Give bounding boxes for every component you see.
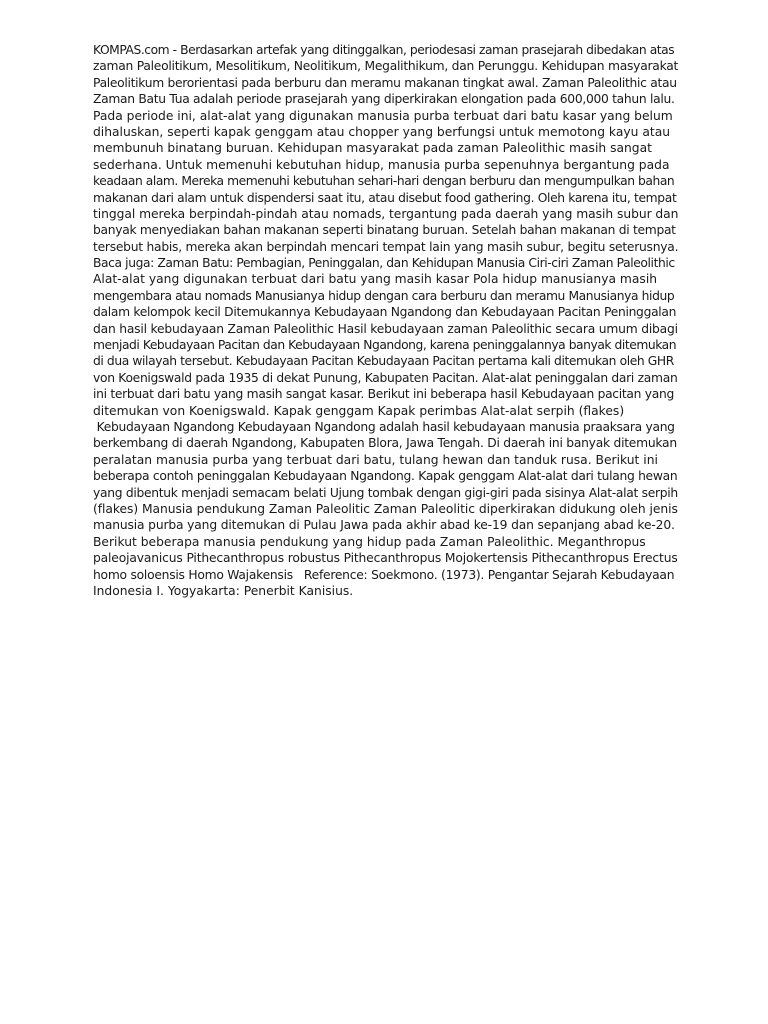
body-text-line: dan hasil kebudayaan Zaman Paleolithic Hasil kebudayaan zaman Paleolithic secara umum dibagi [93, 321, 678, 336]
body-text-line: yang dibentuk menjadi semacam belati Ujung tombak dengan gigi-giri pada sisinya Alat-alat serpih [93, 485, 678, 500]
body-text-line: homo soloensis Homo Wajakensis Reference: Soekmono. (1973). Pengantar Sejarah Kebudayaan [93, 567, 675, 582]
body-text-line: tinggal mereka berpindah-pindah atau nomads, tergantung pada daerah yang masih subur dan [93, 206, 679, 221]
body-text-line: dihaluskan, seperti kapak genggam atau chopper yang berfungsi untuk memotong kayu atau [93, 124, 671, 139]
body-text-line: tersebut habis, mereka akan berpindah mencari tempat lain yang masih subur, begitu seterusnya. [93, 239, 679, 254]
body-text-line: Indonesia I. Yogyakarta: Penerbit Kanisius. [93, 583, 354, 598]
body-text-line: Berikut beberapa manusia pendukung yang hidup pada Zaman Paleolithic. Meganthropus [93, 534, 646, 549]
body-text-line: membunuh binatang buruan. Kehidupan masyarakat pada zaman Paleolithic masih sangat [93, 141, 652, 156]
body-text-line: ini terbuat dari batu yang masih sangat kasar. Berikut ini beberapa hasil Kebudayaan pacitan yang [93, 387, 674, 402]
body-text-line: keadaan alam. Mereka memenuhi kebutuhan sehari-hari dengan berburu dan mengumpulkan bahan [93, 174, 675, 189]
article-body [93, 42, 678, 599]
body-text-line: KOMPAS.com - Berdasarkan artefak yang ditinggalkan, periodesasi zaman prasejarah dibedakan atas [93, 43, 675, 57]
body-text-line: Alat-alat yang digunakan terbuat dari batu yang masih kasar Pola hidup manusianya masih [93, 272, 658, 287]
body-text-line: Paleolitikum berorientasi pada berburu dan meramu makanan tingkat awal. Zaman Paleolithic atau [93, 75, 677, 90]
body-text-line: menjadi Kebudayaan Pacitan dan Kebudayaan Ngandong, karena peninggalannya banyak ditemukan [93, 338, 677, 353]
body-text-line: Pada periode ini, alat-alat yang digunakan manusia purba terbuat dari batu kasar yang belum [93, 108, 673, 123]
body-text-line: beberapa contoh peninggalan Kebudayaan Ngandong. Kapak genggam Alat-alat dari tulang hewan [93, 469, 678, 484]
body-text-line: banyak menyediakan bahan makanan seperti binatang buruan. Setelah bahan makanan di tempat [93, 223, 676, 238]
body-text-line: berkembang di daerah Ngandong, Kabupaten Blora, Jawa Tengah. Di daerah ini banyak ditemukan [93, 436, 677, 451]
body-text-line: manusia purba yang ditemukan di Pulau Jawa pada akhir abad ke-19 dan sepanjang abad ke-20. [93, 518, 675, 533]
body-text-line: paleojavanicus Pithecanthropus robustus Pithecanthropus Mojokertensis Pithecanthropus Erectus [93, 551, 678, 566]
body-text-line: di dua wilayah tersebut. Kebudayaan Pacitan Kebudayaan Pacitan pertama kali ditemukan oleh GHR [93, 354, 674, 369]
body-text-line: Kebudayaan Ngandong Kebudayaan Ngandong adalah hasil kebudayaan manusia praaksara yang [93, 419, 675, 434]
body-text-line: von Koenigswald pada 1935 di dekat Punung, Kabupaten Pacitan. Alat-alat peninggalan dari zaman [93, 370, 678, 385]
body-text-line: ditemukan von Koenigswald. Kapak genggam Kapak perimbas Alat-alat serpih (flakes) [93, 403, 625, 418]
body-text-line: Zaman Batu Tua adalah periode prasejarah yang diperkirakan elongation pada 600,000 tahun lalu. [93, 92, 675, 107]
body-text-line: peralatan manusia purba yang terbuat dari batu, tulang hewan dan tanduk rusa. Berikut ini [93, 452, 658, 467]
body-text-line: mengembara atau nomads Manusianya hidup dengan cara berburu dan meramu Manusianya hidup [93, 288, 675, 303]
body-text-line: (flakes) Manusia pendukung Zaman Paleolitic Zaman Paleolitic diperkirakan didukung oleh jenis [93, 501, 678, 516]
body-text-line: sederhana. Untuk memenuhi kebutuhan hidup, manusia purba sepenuhnya bergantung pada [93, 157, 670, 172]
body-text-line: zaman Paleolitikum, Mesolitikum, Neolitikum, Megalithikum, dan Perunggu. Kehidupan masyarakat [93, 59, 679, 74]
body-text-line: makanan dari alam untuk dispendersi saat itu, atau disebut food gathering. Oleh karena itu, tempat [93, 190, 677, 205]
body-text-line: dalam kelompok kecil Ditemukannya Kebudayaan Ngandong dan Kebudayaan Pacitan Peninggalan [93, 305, 677, 320]
body-text-line: Baca juga: Zaman Batu: Pembagian, Peninggalan, dan Kehidupan Manusia Ciri-ciri Zaman Paleolithic [93, 256, 675, 271]
